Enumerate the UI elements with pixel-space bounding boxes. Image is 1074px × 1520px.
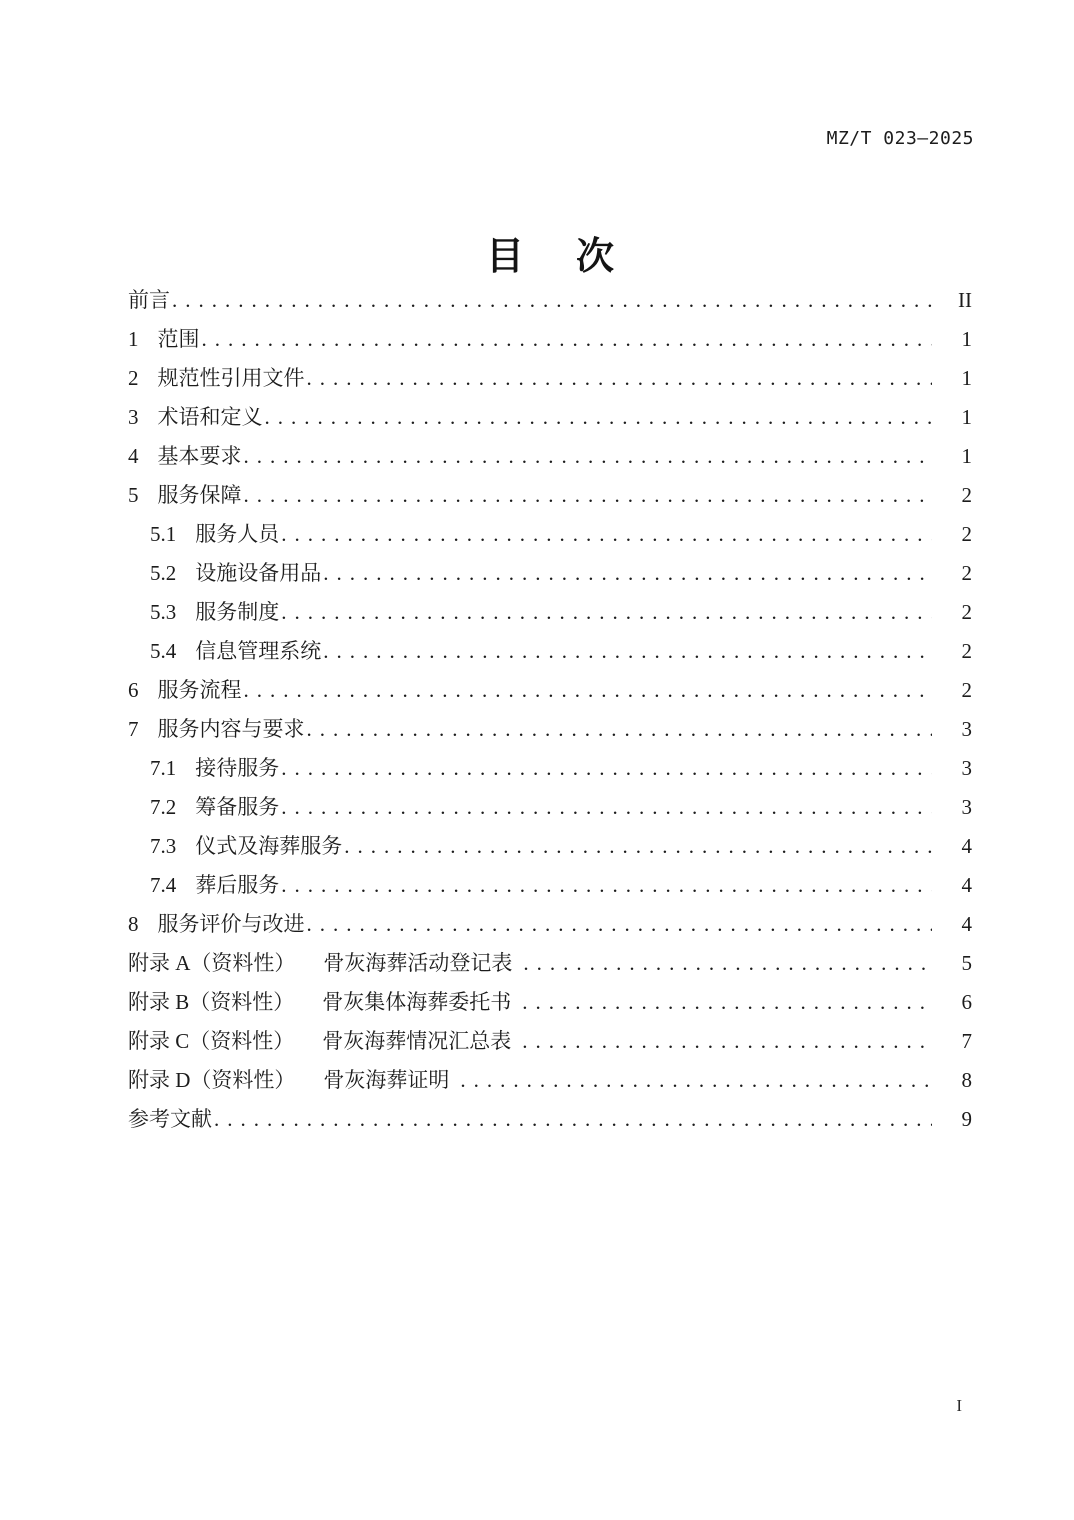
toc-entry-page: 2 — [961, 522, 972, 546]
toc-entry — [128, 359, 972, 398]
toc-entry — [128, 944, 972, 983]
toc-entry — [128, 827, 972, 866]
dot-leader — [513, 983, 932, 1022]
toc-entry-title: 服务人员 — [195, 522, 280, 546]
dot-leader — [244, 671, 933, 710]
toc-entry-page: 9 — [961, 1107, 972, 1131]
dot-leader — [323, 554, 932, 593]
toc-entry-page: 3 — [961, 717, 972, 741]
toc-entry — [128, 866, 972, 905]
toc-entry-title: 前言 — [128, 288, 170, 312]
toc-entry — [128, 983, 972, 1022]
toc-entry — [128, 554, 972, 593]
toc-entry — [128, 749, 972, 788]
toc-entry-number: 附录 C（资料性） — [128, 1029, 295, 1053]
dot-leader — [451, 1061, 932, 1100]
dot-leader — [244, 437, 933, 476]
toc-entry-title: 服务制度 — [195, 600, 280, 624]
dot-leader — [323, 632, 932, 671]
toc-entry-page: 1 — [961, 405, 972, 429]
dot-leader — [307, 905, 933, 944]
toc-entry-page: 2 — [961, 678, 972, 702]
toc-entry-number: 5 — [128, 483, 139, 507]
toc-entry-number: 1 — [128, 327, 139, 351]
dot-leader — [281, 515, 932, 554]
dot-leader — [214, 1100, 932, 1139]
toc-entry-page: 4 — [961, 834, 972, 858]
toc-entry-number: 附录 D（资料性） — [128, 1068, 296, 1092]
toc-entry-number: 5.3 — [150, 600, 177, 624]
toc-entry-title: 参考文献 — [128, 1107, 212, 1131]
dot-leader — [307, 359, 933, 398]
toc-entry-title: 术语和定义 — [157, 405, 263, 429]
toc-entry-title: 骨灰海葬证明 — [323, 1068, 450, 1092]
toc-entry — [128, 788, 972, 827]
toc-entry-page: 2 — [961, 639, 972, 663]
dot-leader — [265, 398, 933, 437]
doc-number: MZ/T 023—2025 — [826, 128, 974, 149]
toc-entry-number: 7.1 — [150, 756, 177, 780]
toc-entry-title: 基本要求 — [157, 444, 242, 468]
toc-entry-page: 3 — [961, 756, 972, 780]
toc-entry-page: 6 — [961, 990, 972, 1014]
toc-entry-number: 7.2 — [150, 795, 177, 819]
toc-entry-number: 8 — [128, 912, 139, 936]
toc-entry — [128, 632, 972, 671]
toc-entry — [128, 710, 972, 749]
toc-entry-number: 6 — [128, 678, 139, 702]
page-title-char-right: 次 — [576, 236, 615, 279]
toc-entry-number: 4 — [128, 444, 139, 468]
toc-entry — [128, 671, 972, 710]
toc-entry-page: 2 — [961, 483, 972, 507]
toc-entry-title: 仪式及海葬服务 — [195, 834, 343, 858]
page-number: I — [956, 1396, 962, 1415]
toc-entry-page: 4 — [961, 912, 972, 936]
toc-entry-number: 7.3 — [150, 834, 177, 858]
dot-leader — [514, 944, 932, 983]
toc-entry-page: 7 — [961, 1029, 972, 1053]
toc-entry — [128, 1061, 972, 1100]
toc-entry-page: 2 — [961, 600, 972, 624]
dot-leader — [172, 281, 932, 320]
toc-entry-title: 服务评价与改进 — [157, 912, 305, 936]
toc-entry — [128, 398, 972, 437]
toc-entry-title: 服务保障 — [157, 483, 242, 507]
toc-entry-number: 5.2 — [150, 561, 177, 585]
toc-entry-page: 3 — [961, 795, 972, 819]
toc-entry — [128, 593, 972, 632]
toc-entry-title: 设施设备用品 — [195, 561, 322, 585]
toc-entry-title: 规范性引用文件 — [157, 366, 305, 390]
toc-entry-title: 筹备服务 — [195, 795, 280, 819]
toc-entry-title: 骨灰海葬情况汇总表 — [322, 1029, 512, 1053]
dot-leader — [281, 593, 932, 632]
dot-leader — [281, 788, 932, 827]
toc-entry-title: 接待服务 — [195, 756, 280, 780]
dot-leader — [513, 1022, 932, 1061]
toc-entry-page: 2 — [961, 561, 972, 585]
toc-entry-page: 5 — [961, 951, 972, 975]
dot-leader — [307, 710, 933, 749]
toc-entry-title: 范围 — [157, 327, 200, 351]
toc-entry-number: 3 — [128, 405, 139, 429]
toc-entry-page: 4 — [961, 873, 972, 897]
toc-entry-number: 附录 B（资料性） — [128, 990, 295, 1014]
toc-entry — [128, 515, 972, 554]
toc-entry-page: 1 — [961, 327, 972, 351]
toc-entry — [128, 1022, 972, 1061]
toc-entry — [128, 1100, 972, 1139]
toc-entry-title: 服务内容与要求 — [157, 717, 305, 741]
page-title-char-left: 目 — [485, 236, 524, 279]
toc-entry-number: 5.4 — [150, 639, 177, 663]
toc-entry-number: 7 — [128, 717, 139, 741]
toc-entry — [128, 437, 972, 476]
toc-entry — [128, 905, 972, 944]
toc-entry-title: 服务流程 — [157, 678, 242, 702]
toc-entry-title: 骨灰集体海葬委托书 — [322, 990, 512, 1014]
toc-entry-page: II — [958, 288, 972, 312]
toc-entry — [128, 476, 972, 515]
dot-leader — [344, 827, 932, 866]
toc-entry-number: 5.1 — [150, 522, 177, 546]
page-title — [128, 235, 972, 279]
dot-leader — [281, 866, 932, 905]
toc-entry-title: 骨灰海葬活动登记表 — [323, 951, 513, 975]
dot-leader — [244, 476, 933, 515]
dot-leader — [202, 320, 933, 359]
toc-entry-page: 8 — [961, 1068, 972, 1092]
toc-entry-page: 1 — [961, 444, 972, 468]
dot-leader — [281, 749, 932, 788]
toc-entry-page: 1 — [961, 366, 972, 390]
toc-entry — [128, 320, 972, 359]
toc-entry-number: 2 — [128, 366, 139, 390]
toc-entry-number: 附录 A（资料性） — [128, 951, 296, 975]
toc-entry — [128, 281, 972, 320]
toc-entry-title: 信息管理系统 — [195, 639, 322, 663]
toc-list — [128, 281, 972, 1139]
toc-entry-title: 葬后服务 — [195, 873, 280, 897]
toc-entry-number: 7.4 — [150, 873, 177, 897]
